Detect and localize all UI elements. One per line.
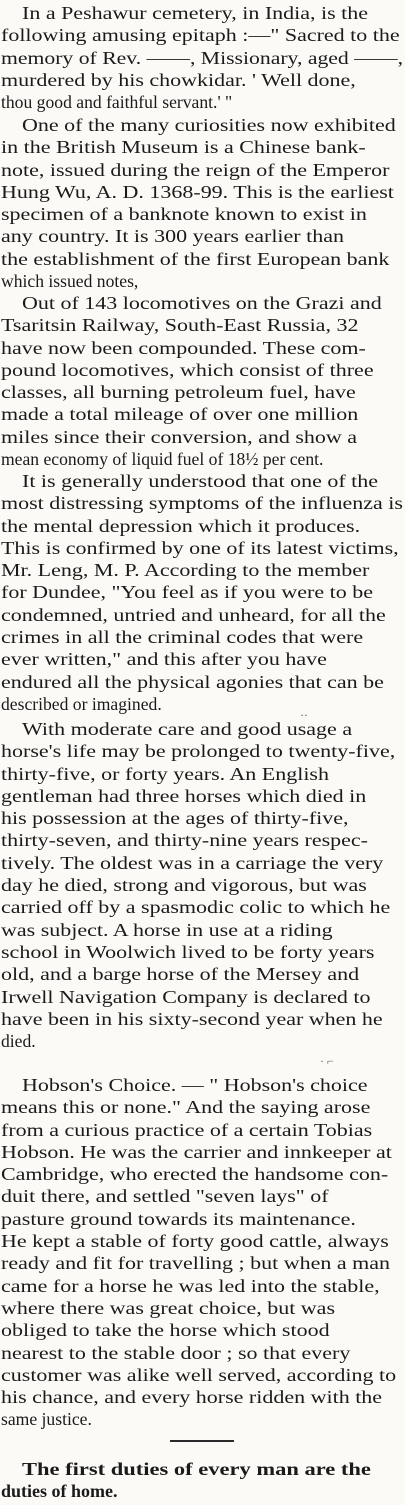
text-line: specimen of a banknote known to exist in — [1, 204, 367, 225]
paragraph-influenza — [0, 470, 405, 715]
paragraph-locomotives — [0, 292, 405, 470]
text-line: old, and a barge horse of the Mersey and — [1, 964, 360, 985]
text-line: crimes in all the criminal codes that were — [1, 627, 364, 648]
text-line: in the British Museum is a Chinese bank- — [1, 137, 366, 158]
text-line: ever written," and this after you have — [1, 649, 327, 670]
text-line: duties of home. — [1, 1481, 118, 1502]
text-line: was subject. A horse in use at a riding — [1, 919, 333, 940]
text-line: the mental depression which it produces. — [1, 515, 361, 536]
text-line: Hobson. He was the carrier and innkeeper at — [1, 1141, 392, 1162]
text-line: note, issued during the reign of the Emperor — [1, 159, 390, 180]
text-line: duit there, and settled "seven lays" of — [1, 1186, 329, 1207]
text-line: came for a horse he was led into the stable, — [1, 1275, 380, 1296]
text-line: horse's life may be prolonged to twenty-five, — [1, 741, 396, 762]
text-line: customer was alike well served, according to — [1, 1364, 397, 1385]
text-line: pound locomotives, which consist of three — [1, 359, 374, 380]
text-line: which issued notes, — [1, 271, 139, 292]
paragraph-duties-of-home — [0, 1458, 405, 1503]
text-line: With moderate care and good usage a — [22, 719, 353, 739]
text-line: carried off by a spasmodic colic to which he — [1, 897, 391, 918]
text-line: have been in his sixty-second year when he — [1, 1008, 383, 1029]
section-divider — [170, 1440, 234, 1442]
text-line: obliged to take the horse which stood — [1, 1320, 330, 1341]
text-line: his possession at the ages of thirty-five, — [1, 808, 349, 829]
text-line: means this or none." And the saying arose — [1, 1097, 371, 1118]
paragraph-horse-life — [0, 718, 405, 1052]
text-line: tively. The oldest was in a carriage the very — [1, 852, 384, 873]
text-line: He kept a stable of forty good cattle, always — [1, 1231, 389, 1252]
text-line: It is generally understood that one of the — [22, 471, 379, 491]
text-line: most distressing symptoms of the influenza is — [1, 493, 403, 514]
text-line: Hobson's Choice. — " Hobson's choice — [22, 1075, 368, 1095]
text-line: Irwell Navigation Company is declared to — [1, 986, 371, 1007]
paragraph-peshawur-epitaph — [0, 2, 405, 113]
text-line: condemned, untried and unheard, for all the — [1, 604, 386, 625]
text-line: classes, all burning petroleum fuel, have — [1, 382, 356, 403]
text-line: In a Peshawur cemetery, in India, is the — [22, 3, 369, 23]
print-speck: ·· — [300, 708, 308, 722]
text-line: any country. It is 300 years earlier than — [1, 226, 345, 247]
text-line: ready and fit for travelling ; but when a man — [1, 1253, 391, 1274]
text-line: for Dundee, "You feel as if you were to be — [1, 582, 373, 603]
text-line: miles since their conversion, and show a — [1, 426, 358, 447]
text-line: same justice. — [1, 1409, 92, 1430]
text-line: Cambridge, who erected the handsome con- — [1, 1164, 389, 1185]
text-line: endured all the physical agonies that can be — [1, 671, 384, 692]
text-line: Hung Wu, A. D. 1368-99. This is the earliest — [1, 181, 394, 202]
print-speck: · ⌐ — [320, 1054, 334, 1068]
text-line: thirty-five, or forty years. An English — [1, 763, 329, 784]
text-line: school in Woolwich lived to be forty years — [1, 941, 375, 962]
text-line: The first duties of every man are the — [22, 1459, 371, 1479]
text-line: murdered by his chowkidar. ' Well done, — [1, 69, 356, 90]
text-line: have now been compounded. These com- — [1, 337, 366, 358]
text-line: pasture ground towards its maintenance. — [1, 1208, 356, 1229]
text-line: Mr. Leng, M. P. According to the member — [1, 560, 370, 581]
text-line: nearest to the stable door ; so that every — [1, 1342, 351, 1363]
text-line: thou good and faithful servant.' " — [1, 92, 233, 113]
text-line: This is confirmed by one of its latest victims, — [1, 537, 399, 558]
text-line: mean economy of liquid fuel of 18½ per cent. — [1, 449, 324, 470]
text-line: where there was great choice, but was — [1, 1297, 336, 1318]
text-line: thirty-seven, and thirty-nine years respec- — [1, 830, 369, 851]
text-line: his chance, and every horse ridden with the — [1, 1387, 383, 1408]
text-line: following amusing epitaph :—" Sacred to the — [1, 25, 400, 46]
paragraph-chinese-banknote — [0, 114, 405, 292]
text-line: died. — [1, 1031, 36, 1052]
text-line: One of the many curiosities now exhibited — [22, 115, 396, 135]
text-line: from a curious practice of a certain Tobias — [1, 1119, 373, 1140]
text-line: Out of 143 locomotives on the Grazi and — [22, 293, 382, 313]
text-line: the establishment of the first European bank — [1, 248, 390, 269]
text-line: made a total mileage of over one million — [1, 404, 359, 425]
paragraph-hobsons-choice — [0, 1074, 405, 1431]
text-line: memory of Rev. ——, Missionary, aged ——, — [1, 47, 403, 68]
text-line: day he died, strong and vigorous, but was — [1, 875, 367, 896]
text-line: Tsaritsin Railway, South-East Russia, 32 — [1, 315, 359, 336]
text-line: gentleman had three horses which died in — [1, 785, 367, 806]
text-line: described or imagined. — [1, 693, 162, 714]
